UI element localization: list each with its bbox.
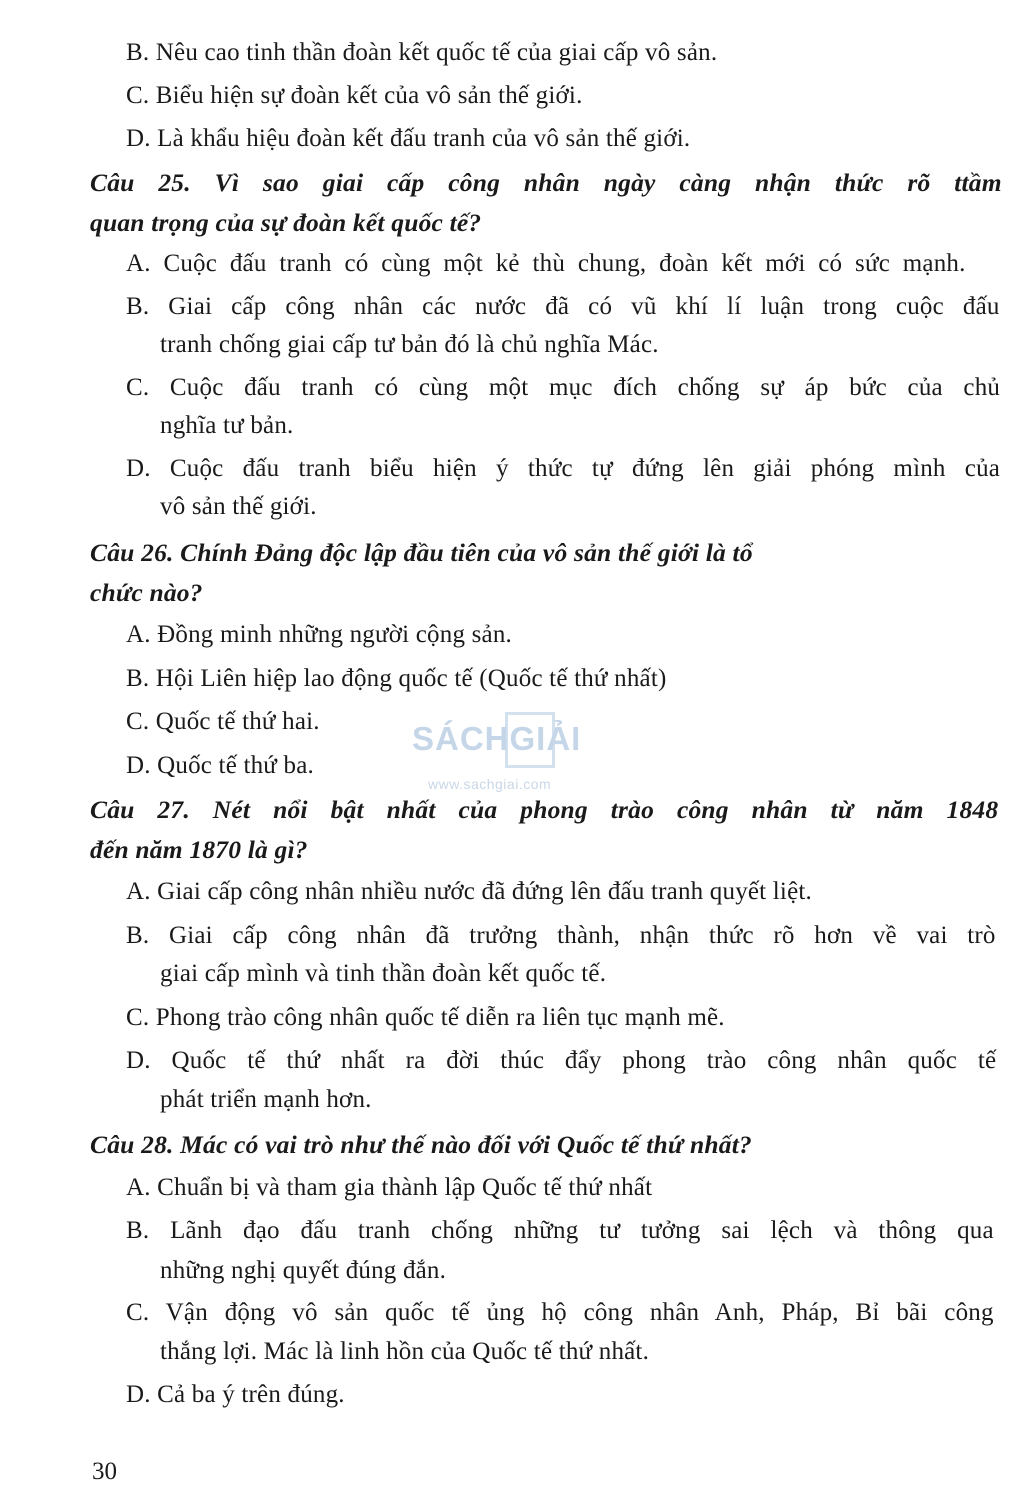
q27-option-c: C. Phong trào công nhân quốc tế diễn ra liên tục mạnh mẽ. (126, 1004, 725, 1031)
q25-option-c-line1: C. Cuộc đấu tranh có cùng một mục đích chống sự áp bức của chủ (126, 374, 1001, 401)
q25-option-d-line2: vô sản thế giới. (160, 493, 317, 520)
prev-option-b: B. Nêu cao tinh thần đoàn kết quốc tế của giai cấp vô sản. (126, 39, 718, 66)
prev-option-c: C. Biểu hiện sự đoàn kết của vô sản thế giới. (126, 82, 583, 109)
q25-option-a: A. Cuộc đấu tranh có cùng một kẻ thù chung, đoàn kết mới có sức mạnh. (126, 250, 966, 277)
q28-option-c-line2: thắng lợi. Mác là linh hồn của Quốc tế thứ nhất. (160, 1338, 650, 1365)
q28-option-d: D. Cả ba ý trên đúng. (126, 1381, 345, 1408)
page-number: 30 (92, 1458, 117, 1485)
q26-title-line2: chức nào? (90, 578, 203, 607)
watermark-logo (412, 720, 622, 800)
q27-option-d-line2: phát triển mạnh hơn. (160, 1086, 372, 1113)
q26-option-c: C. Quốc tế thứ hai. (126, 708, 320, 735)
q27-option-b-line1: B. Giai cấp công nhân đã trưởng thành, nhận thức rõ hơn về vai trò (126, 922, 996, 949)
q27-title-line2: đến năm 1870 là gì? (90, 835, 308, 864)
q25-option-c-line2: nghĩa tư bản. (160, 412, 294, 439)
q28-title: Câu 28. Mác có vai trò như thế nào đối với Quốc tế thứ nhất? (90, 1130, 752, 1159)
q26-option-d: D. Quốc tế thứ ba. (126, 752, 314, 779)
q25-option-d-line1: D. Cuộc đấu tranh biểu hiện ý thức tự đứng lên giải phóng mình của (126, 455, 1001, 482)
q25-title-line1 (90, 168, 1002, 198)
q27-title-line1: Câu 27. Nét nổi bật nhất của phong trào công nhân từ năm 1848 (90, 795, 999, 824)
q28-option-b-line2: những nghị quyết đúng đắn. (160, 1257, 447, 1284)
q26-option-a: A. Đồng minh những người cộng sản. (126, 621, 512, 648)
q27-option-b-line2: giai cấp mình và tinh thần đoàn kết quốc tế. (160, 960, 607, 987)
watermark-brand: SÁCHGIẢI (412, 720, 582, 757)
prev-option-d: D. Là khẩu hiệu đoàn kết đấu tranh của vô sản thế giới. (126, 125, 691, 152)
q27-option-a: A. Giai cấp công nhân nhiều nước đã đứng lên đấu tranh quyết liệt. (126, 878, 812, 905)
q28-option-a: A. Chuẩn bị và tham gia thành lập Quốc tế thứ nhất (126, 1174, 653, 1201)
q25-option-b-line2: tranh chống giai cấp tư bản đó là chủ nghĩa Mác. (160, 331, 659, 358)
q28-option-c-line1: C. Vận động vô sản quốc tế ủng hộ công nhân Anh, Pháp, Bỉ bãi công (126, 1299, 994, 1326)
q28-option-b-line1: B. Lãnh đạo đấu tranh chống những tư tưởng sai lệch và thông qua (126, 1217, 994, 1244)
q25-title-line2: quan trọng của sự đoàn kết quốc tế? (90, 208, 482, 237)
q27-option-d-line1: D. Quốc tế thứ nhất ra đời thúc đẩy phong trào công nhân quốc tế (126, 1047, 997, 1074)
q25-title-text1: Câu 25. Vì sao giai cấp công nhân ngày càng nhận thức rõ ttầm (90, 168, 1002, 197)
q26-option-b: B. Hội Liên hiệp lao động quốc tế (Quốc tế thứ nhất) (126, 665, 667, 692)
q26-title-line1: Câu 26. Chính Đảng độc lập đầu tiên của vô sản thế giới là tổ (90, 538, 753, 567)
q25-option-b-line1: B. Giai cấp công nhân các nước đã có vũ khí lí luận trong cuộc đấu (126, 293, 1000, 320)
watermark-url: www.sachgiai.com (428, 776, 552, 792)
